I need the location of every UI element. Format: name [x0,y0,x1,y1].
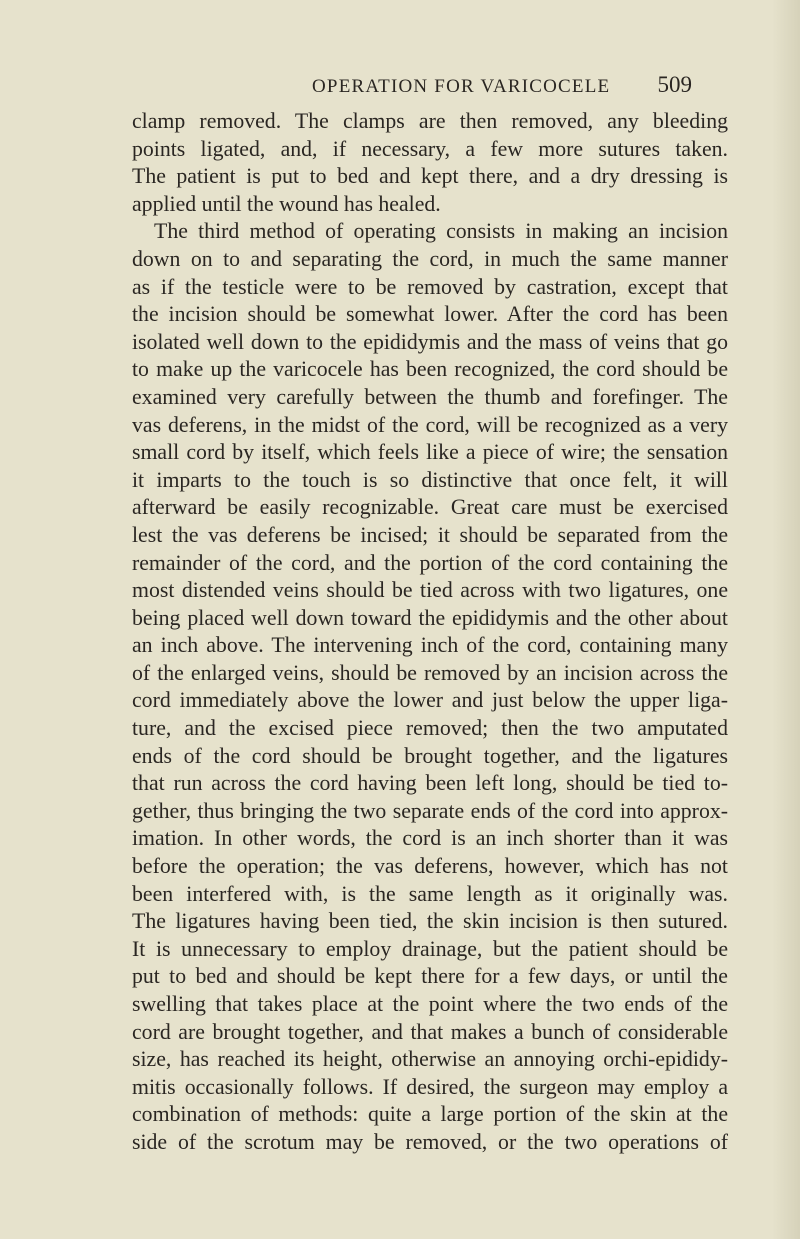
text-line: down on to and separating the cord, in much the same manner [132,246,728,271]
text-line: ends of the cord should be brought together, and the ligatures [132,743,728,768]
text-line: the incision should be somewhat lower. After the cord has been [132,302,728,327]
text-line: mitis occasionally follows. If desired, the surgeon may employ a [132,1074,728,1099]
text-line: of the enlarged veins, should be removed by an incision across the [132,660,728,685]
text-line: imation. In other words, the cord is an inch shorter than it was [132,826,728,851]
text-line: cord are brought together, and that makes a bunch of considerable [132,1019,728,1044]
text-line: size, has reached its height, otherwise an annoying orchi-epididy- [132,1047,728,1072]
text-line: remainder of the cord, and the portion of the cord containing the [132,550,728,575]
text-line: The patient is put to bed and kept there, and a dry dressing is [132,164,728,189]
running-head: OPERATION FOR VARICOCELE [312,76,611,97]
text-line: points ligated, and, if necessary, a few more sutures taken. [132,136,728,161]
text-line: swelling that takes place at the point where the two ends of the [132,992,728,1016]
text-line: gether, thus bringing the two separate ends of the cord into approx- [132,798,728,823]
text-line: clamp removed. The clamps are then removed, any bleeding [132,109,728,133]
text-line: applied until the wound has healed. [132,191,441,216]
text-line: that run across the cord having been left long, should be tied to- [132,771,728,796]
body-text [132,108,728,1157]
text-line: to make up the varicocele has been recognized, the cord should be [132,357,728,382]
text-line: small cord by itself, which feels like a piece of wire; the sensation [132,440,728,465]
text-line: before the operation; the vas deferens, however, which has not [132,854,728,879]
text-line: most distended veins should be tied across with two ligatures, one [132,578,728,603]
page-header [132,72,692,102]
page-number: 509 [657,72,692,97]
text-line: cord immediately above the lower and just below the upper liga- [132,688,728,713]
text-line: The third method of operating consists in making an incision [154,219,728,244]
text-line: ture, and the excised piece removed; then the two amputated [132,716,728,741]
text-line: been interfered with, is the same length as it originally was. [132,881,728,906]
text-line: examined very carefully between the thumb and forefinger. The [132,384,728,409]
text-line: combination of methods: quite a large portion of the skin at the [132,1102,728,1127]
text-line: isolated well down to the epididymis and the mass of veins that go [132,329,728,354]
text-line: It is unnecessary to employ drainage, but the patient should be [132,936,728,961]
text-line: lest the vas deferens be incised; it should be separated from the [132,522,728,547]
text-line: The ligatures having been tied, the skin incision is then sutured. [132,909,728,934]
text-line: as if the testicle were to be removed by castration, except that [132,274,728,299]
text-line: side of the scrotum may be removed, or the two operations of [132,1129,728,1154]
text-line: it imparts to the touch is so distinctive that once felt, it will [132,467,728,492]
text-line: being placed well down toward the epididymis and the other about [132,605,728,630]
text-line: put to bed and should be kept there for a few days, or until the [132,964,728,989]
text-line: vas deferens, in the midst of the cord, will be recognized as a very [132,412,728,437]
page-edge-shadow [772,0,800,1239]
text-line: an inch above. The intervening inch of the cord, containing many [132,633,728,658]
text-line: afterward be easily recognizable. Great care must be exercised [132,495,728,520]
